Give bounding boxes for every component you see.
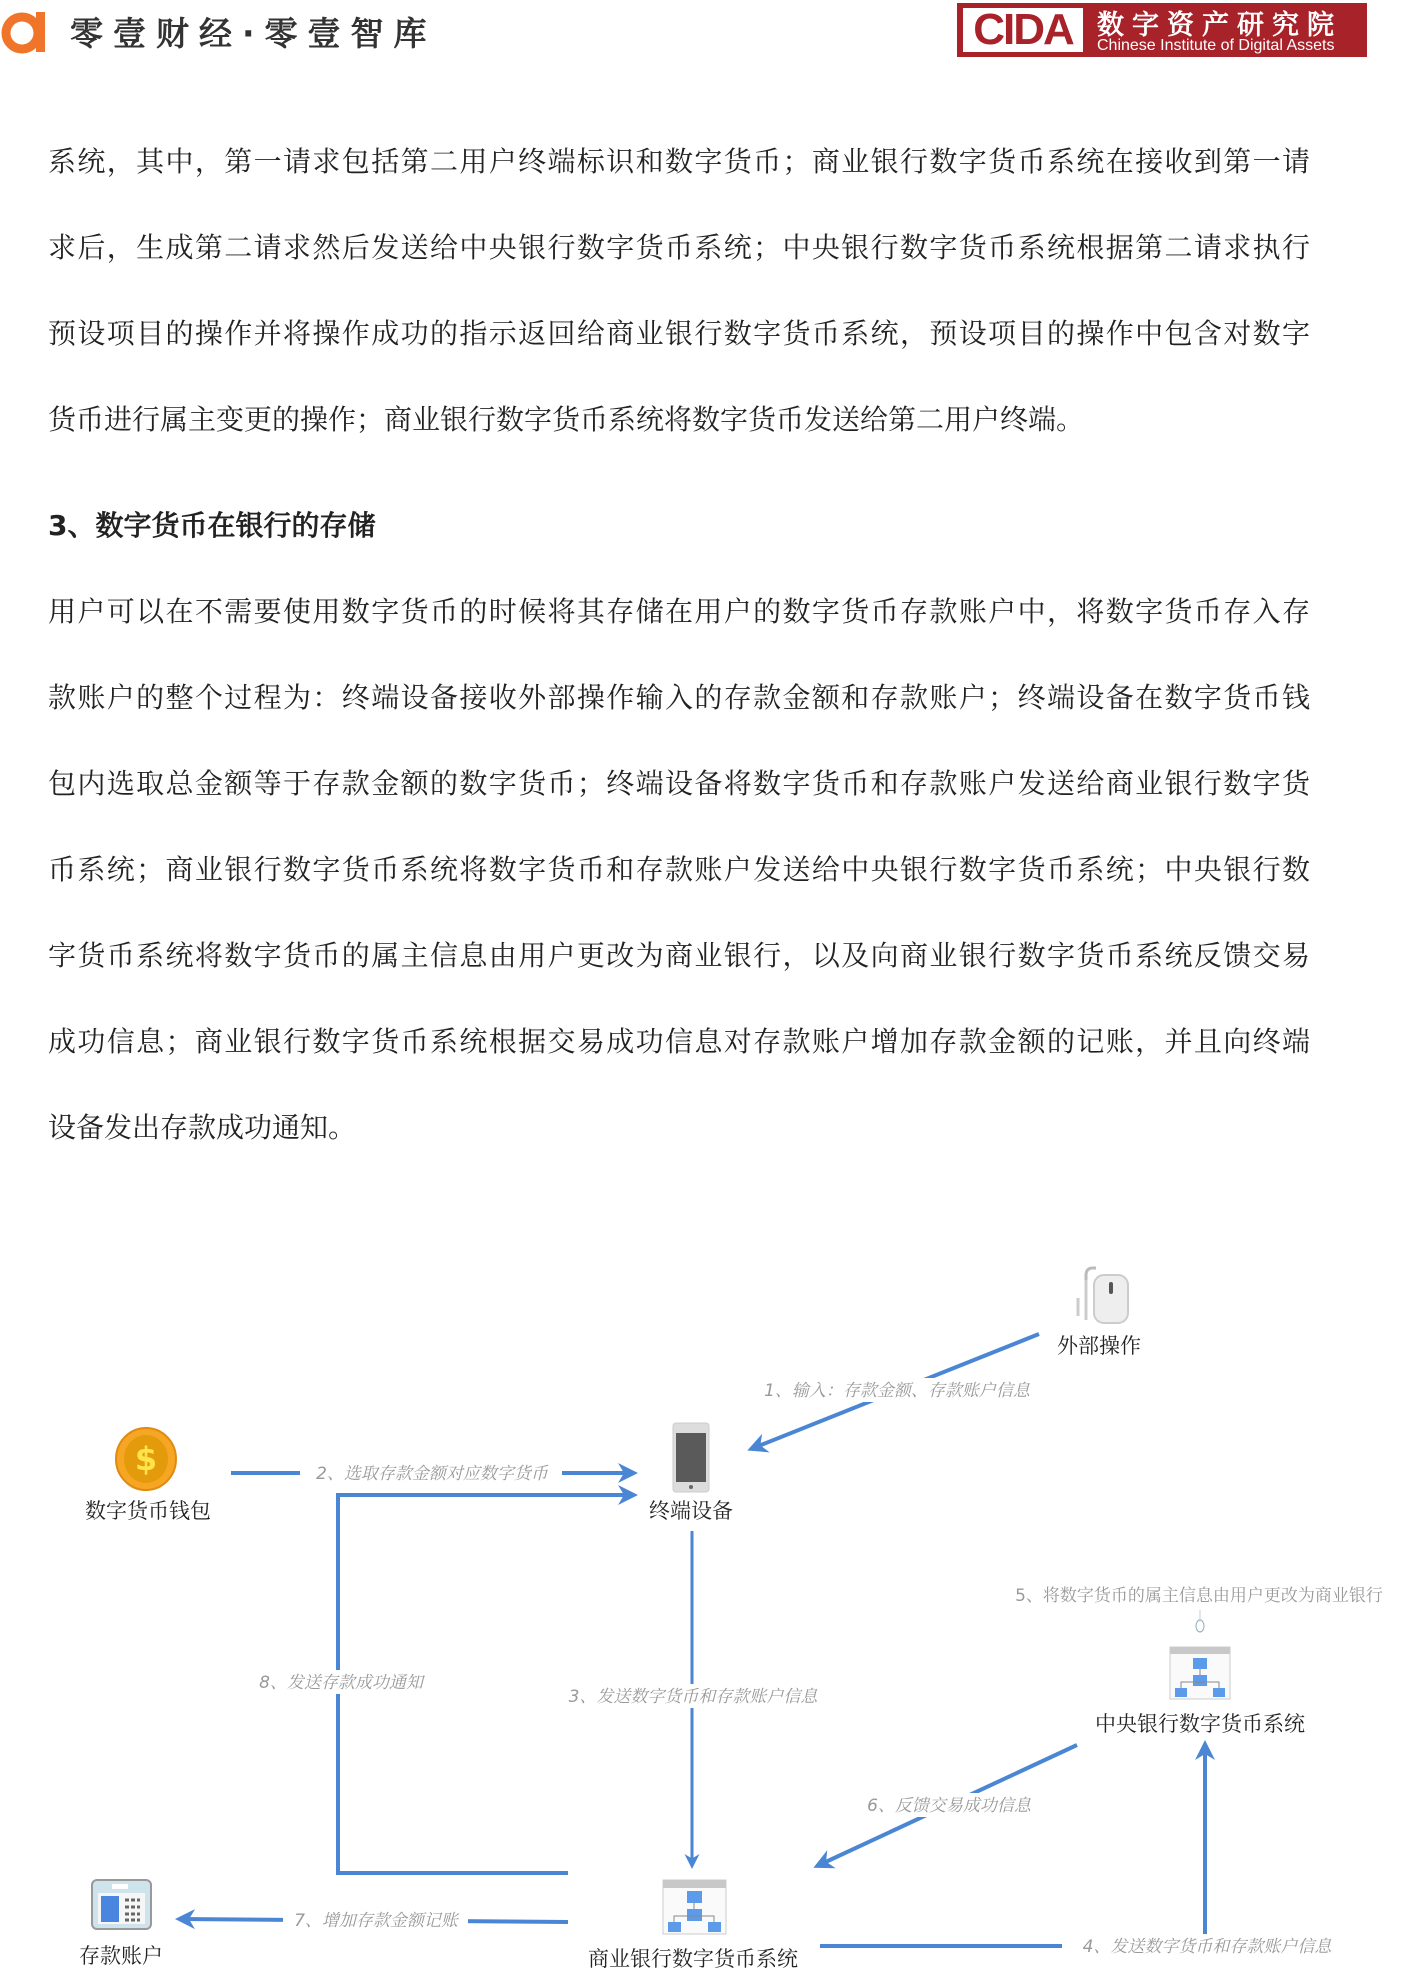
section-heading: 3、数字货币在银行的存储 xyxy=(48,509,376,542)
edge-4-label: 4、发送数字货币和存款账户信息 xyxy=(1082,1937,1332,1957)
text-line: 系统，其中，第一请求包括第二用户终端标识和数字货币；商业银行数字货币系统在接收到第一请 xyxy=(48,145,1310,178)
text-line: 货币进行属主变更的操作；商业银行数字货币系统将数字货币发送给第二用户终端。 xyxy=(48,403,1085,436)
edge-5-label: 5、将数字货币的属主信息由用户更改为商业银行 xyxy=(1015,1586,1383,1606)
text-line: 用户可以在不需要使用数字货币的时候将其存储在用户的数字货币存款账户中，将数字货币存入存 xyxy=(48,595,1310,628)
cida-logo-mark: CIDA xyxy=(963,8,1083,52)
text-line: 包内选取总金额等于存款金额的数字货币；终端设备将数字货币和存款账户发送给商业银行数字货 xyxy=(48,767,1310,800)
edge-2-label: 2、选取存款金额对应数字货币 xyxy=(316,1464,548,1484)
org-chart-icon xyxy=(663,1880,726,1934)
node-commercial-bank-system: 商业银行数字货币系统 xyxy=(588,1947,798,1971)
edge-7-label: 7、增加存款金额记账 xyxy=(294,1911,458,1931)
node-terminal-device: 终端设备 xyxy=(649,1499,733,1523)
text-line: 求后，生成第二请求然后发送给中央银行数字货币系统；中央银行数字货币系统根据第二请求执行 xyxy=(48,231,1310,264)
text-line: 设备发出存款成功通知。 xyxy=(48,1111,357,1144)
text-line: 款账户的整个过程为：终端设备接收外部操作输入的存款金额和存款账户；终端设备在数字货币钱 xyxy=(48,681,1310,714)
node-deposit-account: 存款账户 xyxy=(79,1944,163,1968)
node-central-bank-system: 中央银行数字货币系统 xyxy=(1095,1712,1305,1736)
mouse-icon xyxy=(1078,1268,1128,1323)
text-line: 字货币系统将数字货币的属主信息由用户更改为商业银行，以及向商业银行数字货币系统反馈交易 xyxy=(48,939,1310,972)
cida-name-cn: 数字资产研究院 xyxy=(1097,10,1342,41)
brand-name: 零壹财经·零壹智库 xyxy=(70,13,437,53)
node-digital-wallet: 数字货币钱包 xyxy=(85,1499,211,1523)
edge-6-label: 6、反馈交易成功信息 xyxy=(867,1796,1031,1816)
text-line: 成功信息；商业银行数字货币系统根据交易成功信息对存款账户增加存款金额的记账，并且向终端 xyxy=(48,1025,1310,1058)
node-external-operation: 外部操作 xyxy=(1057,1334,1141,1358)
edge-3-label: 3、发送数字货币和存款账户信息 xyxy=(568,1687,818,1707)
phone-icon xyxy=(673,1423,709,1492)
edge-8-label: 8、发送存款成功通知 xyxy=(259,1673,423,1693)
text-line: 预设项目的操作并将操作成功的指示返回给商业银行数字货币系统，预设项目的操作中包含对数字 xyxy=(48,317,1310,350)
cida-name-en: Chinese Institute of Digital Assets xyxy=(1097,37,1335,54)
coin-icon xyxy=(116,1428,176,1490)
svg-text:$: $ xyxy=(134,1440,158,1478)
account-card-icon xyxy=(92,1880,151,1929)
org-chart-icon xyxy=(1170,1647,1230,1699)
pin-icon xyxy=(1196,1610,1204,1632)
edge-1-label: 1、输入：存款金额、存款账户信息 xyxy=(764,1381,1030,1401)
text-line: 币系统；商业银行数字货币系统将数字货币和存款账户发送给中央银行数字货币系统；中央银行数 xyxy=(48,853,1310,886)
